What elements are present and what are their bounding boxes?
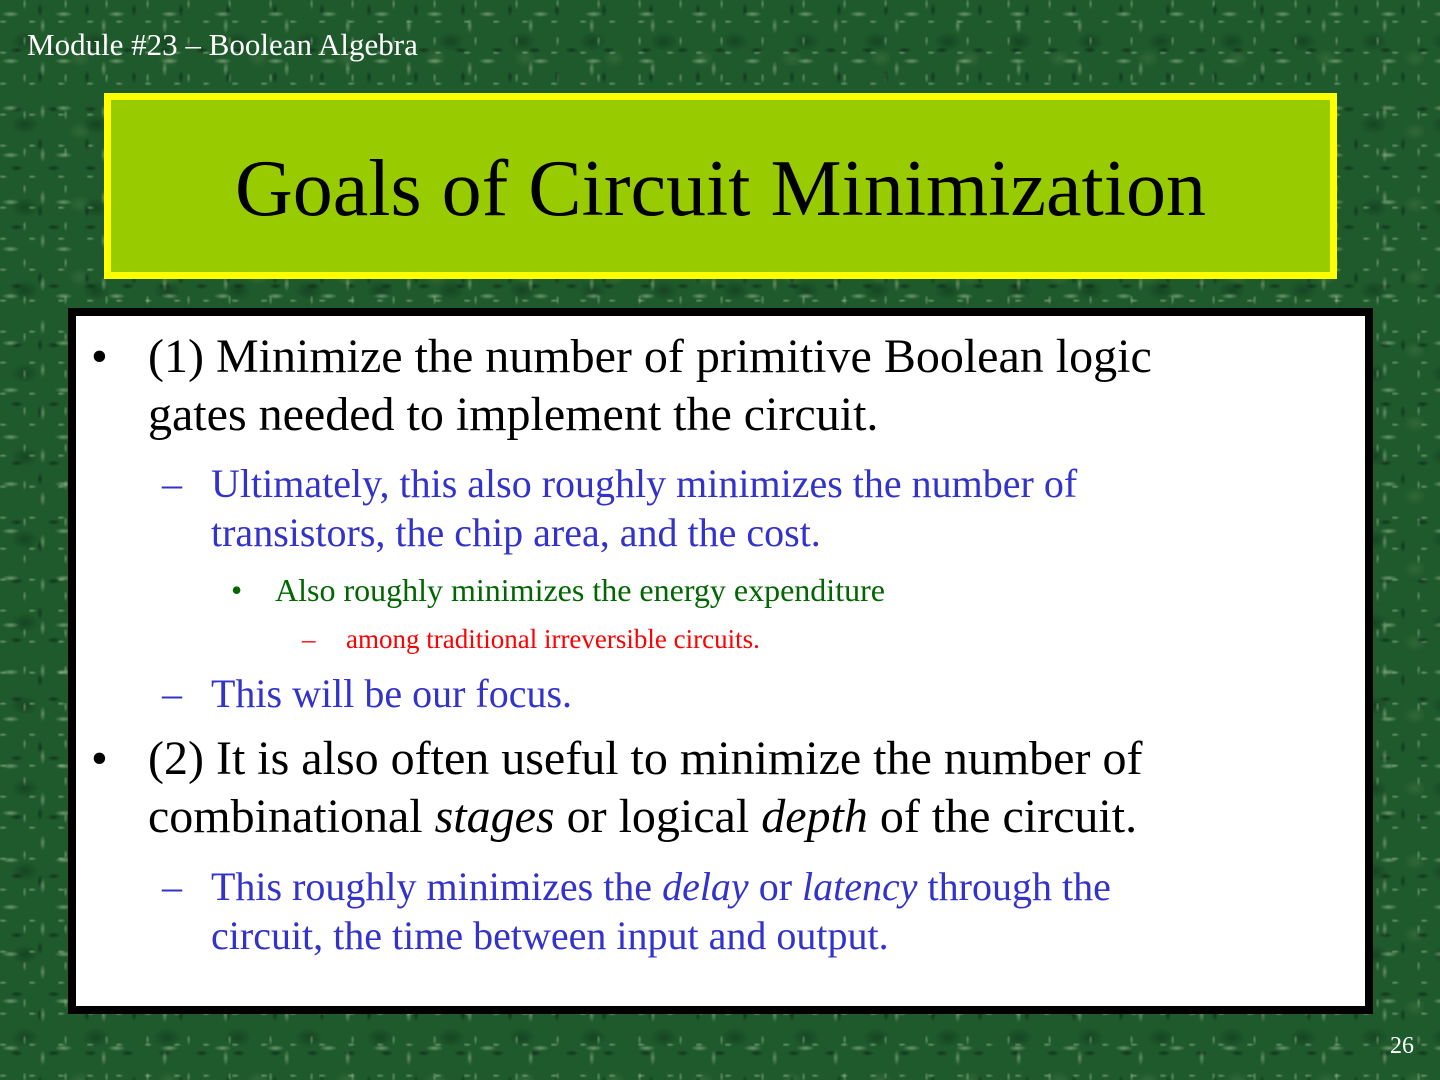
- bullet-2-line-2: combinational stages or logical depth of the circuit.: [148, 790, 1138, 843]
- module-header: Module #23 – Boolean Algebra: [27, 27, 418, 62]
- bullet-1-sub-1-sub-1-text: Also roughly minimizes the energy expenditure: [275, 572, 885, 608]
- title-box: [104, 93, 1337, 279]
- bullet-dot: •: [231, 572, 243, 608]
- bullet-2-sub-1-line-2: circuit, the time between input and output.: [211, 913, 889, 958]
- content-box: [68, 308, 1373, 1014]
- bullet-1-sub-1-sub-1: [231, 570, 885, 610]
- bullet-level-4: [302, 622, 760, 656]
- bullet-2-sub-1-line-1: This roughly minimizes the delay or latency through the: [211, 864, 1111, 909]
- bullet-1-sub-1: [162, 459, 1077, 557]
- emphasis-depth: depth: [761, 790, 868, 843]
- slide-title: Goals of Circuit Minimization: [235, 144, 1206, 233]
- bullet-1-sub-1-line-2: transistors, the chip area, and the cost.: [211, 510, 821, 555]
- bullet-1-sub-2: [162, 669, 572, 718]
- bullet-1-line-1: (1) Minimize the number of primitive Boolean logic: [148, 330, 1152, 383]
- page-number: 26: [1390, 1033, 1414, 1059]
- bullet-dot: •: [91, 330, 108, 383]
- emphasis-delay: delay: [662, 864, 749, 909]
- dash-marker: –: [302, 624, 316, 654]
- bullet-2-sub-1: [162, 862, 1111, 960]
- emphasis-latency: latency: [802, 864, 918, 909]
- bullet-1: [91, 328, 1152, 444]
- bullet-1-line-2: gates needed to implement the circuit.: [148, 388, 879, 441]
- bullet-1-sub-1-line-1: Ultimately, this also roughly minimizes the number of: [211, 461, 1078, 506]
- bullet-dot: •: [91, 732, 108, 785]
- bullet-1-sub-2-text: This will be our focus.: [211, 671, 573, 716]
- dash-marker: –: [162, 864, 182, 909]
- dash-marker: –: [162, 671, 182, 716]
- dash-marker: –: [162, 461, 182, 506]
- bullet-2: [91, 730, 1142, 846]
- bullet-level-4-text: among traditional irreversible circuits.: [346, 624, 760, 654]
- bullet-2-line-1: (2) It is also often useful to minimize the number of: [148, 732, 1143, 785]
- emphasis-stages: stages: [434, 790, 555, 843]
